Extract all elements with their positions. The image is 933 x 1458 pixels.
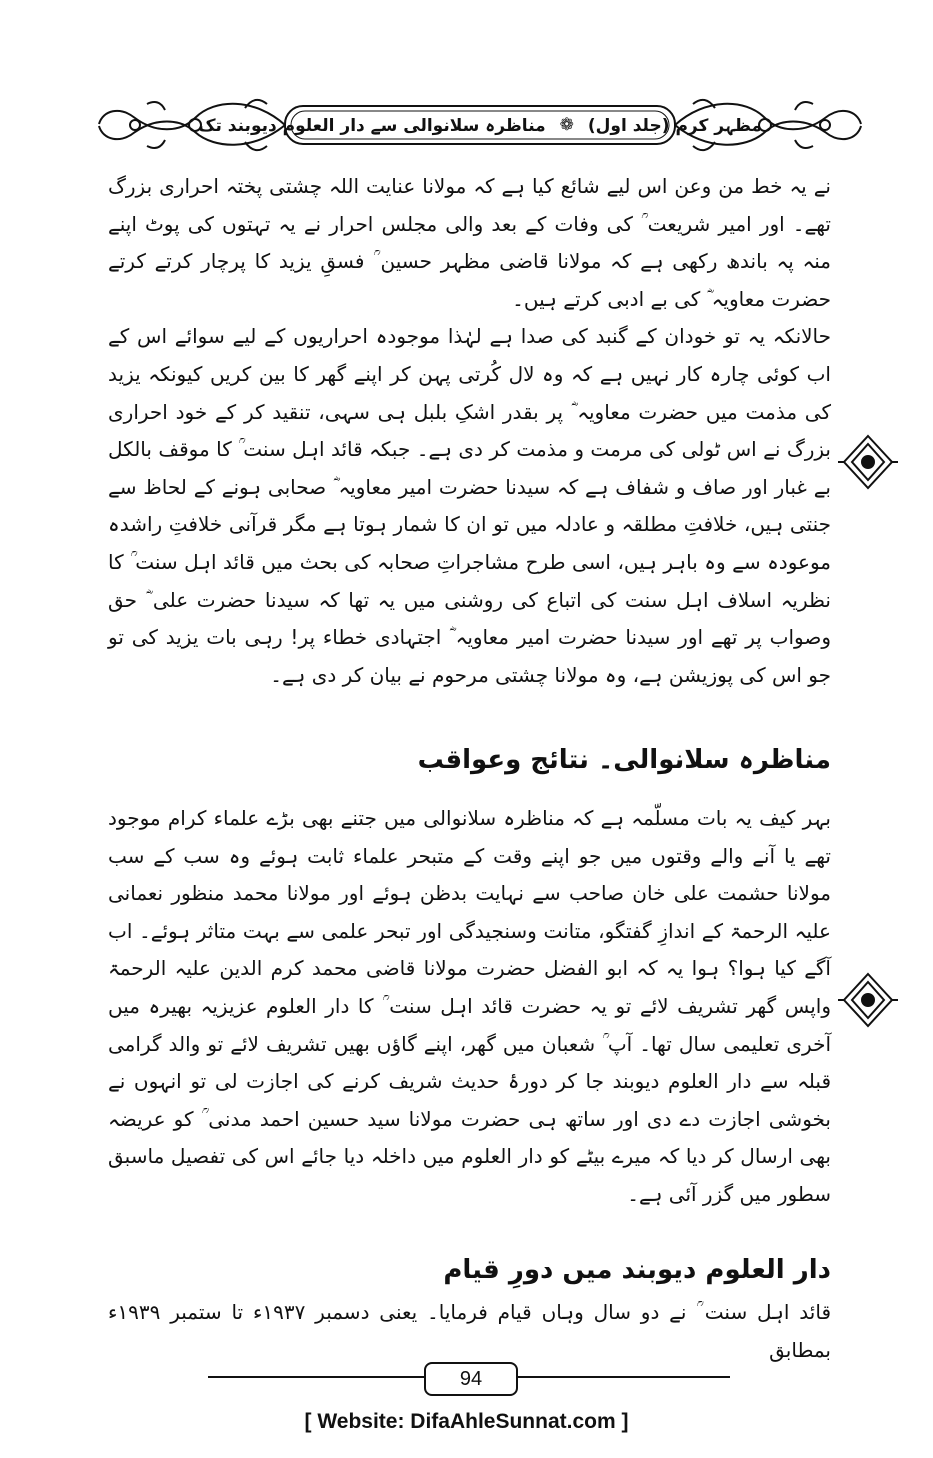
website-label: [ Website: DifaAhleSunnat.com ] [304,1410,629,1433]
footer-rule [208,1376,424,1378]
paragraph: قائد اہل سنت ؒ نے دو سال وہاں قیام فرمایا۔ یعنی دسمبر ۱۹۳۷ء تا ستمبر ۱۹۳۹ء بمطابق [108,1300,832,1362]
paragraph: بہر کیف یہ بات مسلّمہ ہے کہ مناظرہ سلانوالی میں جتنے بھی بڑے علماء کرام موجود تھے یا آنے والے وقتوں میں جو اپنے وقت کے متبحر علماء ثابت ہوئے وہ سب کے سب مولانا حشمت علی خان صاحب سے نہایت بدظن ہوئے اور مولانا محمد منظور نعمانی علیہ الرحمۃ کے اندازِ گفتگو، متانت وسنجیدگی اور تبحر علمی سے بہت متاثر ہوئے۔ اب آگے کیا ہوا؟ ہوا یہ کہ ابو الفضل حضرت مولانا قاضی محمد کرم الدین علیہ الرحمۃ واپس گھر تشریف لائے تو یہ حضرت قائد اہل سنت ؒ کا دار العلوم عزیزیہ بھیرہ میں آخری تعلیمی سال تھا۔ آپ ؒ شعبان میں گھر، اپنے گاؤں بھیں تشریف لائے تو والد گرامی قبلہ سے دار العلوم دیوبند جا کر دورۂ حدیث شریف کرنے کی اجازت لی تو انہوں نے بخوشی اجازت دے دی اور ساتھ ہی حضرت مولانا سید حسین احمد مدنی ؒ کو عریضہ بھی ارسال کر دیا کہ میرے بیٹے کو دار العلوم میں داخلہ دیا جائے اس کی تفصیل ماسبق سطور میں گزر آئی ہے۔ [108,806,831,1206]
side-ornament-icon [836,970,900,1030]
page-number: 94 [424,1362,518,1396]
section-heading: دار العلوم دیوبند میں دورِ قیام [443,1255,831,1285]
section-heading-block [108,1250,831,1290]
body-text [108,800,831,1214]
header-separator: ❁ [559,115,574,135]
section-heading: مناظرہ سلانوالی۔ نتائج وعواقب [417,745,831,775]
paragraph: حالانکہ یہ تو خودان کے گنبد کی صدا ہے لہٰذا موجودہ احراریوں کے لیے سوائے اس کے اب کوئی چارہ کار نہیں ہے کہ وہ لال کُرتی پہن کر اپنے گھر کا بین کریں کیونکہ یزید کی مذمت میں حضرت معاویہ ؓ پر بقدر اشکِ بلبل ہی سہی، تنقید کر کے خود احراری بزرگ نے اس ٹولی کی مرمت و مذمت کر دی ہے۔ جبکہ قائد اہل سنت ؒ کا موقف بالکل بے غبار اور صاف و شفاف ہے کہ سیدنا حضرت امیر معاویہ ؓ صحابی ہونے کے لحاظ سے جنتی ہیں، خلافتِ مطلقہ و عادلہ میں تو ان کا شمار ہوتا ہے مگر قرآنی خلافتِ راشدہ موعودہ سے وہ باہر ہیں، اسی طرح مشاجراتِ صحابہ کی بحث میں قائد اہل سنت ؒ کا نظریہ اسلاف اہل سنت کی اتباع کی روشنی میں یہ تھا کہ سیدنا حضرت علی ؓ حق وصواب پر تھے اور سیدنا حضرت امیر معاویہ ؓ اجتہادی خطاء پر! رہی بات یزید کی تو جو اس کی پوزیشن ہے، وہ مولانا چشتی مرحوم نے بیان کر دی ہے۔ [108,324,831,687]
header-titles [198,110,762,140]
paragraph: نے یہ خط من وعن اس لیے شائع کیا ہے کہ مولانا عنایت اللہ چشتی پختہ احراری بزرگ تھے۔ اور امیر شریعت ؒ کی وفات کے بعد والی مجلس احرار نے یہ تہتوں کی پوٹ اپنے منہ پہ باندھ رکھی ہے کہ مولانا قاضی مظہر حسین ؒ فسقِ یزید کا پرچار کرتے کرتے حضرت معاویہ ؓ کی بے ادبی کرتے ہیں۔ [108,174,831,311]
footer-rule [514,1376,730,1378]
body-text [108,1294,831,1369]
side-ornament-icon [836,432,900,492]
page-header [95,88,865,158]
body-text [108,168,831,694]
section-heading-block [108,740,831,780]
book-title: مظہر کرم (جلد اول) [587,115,762,136]
chapter-title: مناظرہ سلانوالی سے دار العلوم دیوبند تک [198,115,546,136]
